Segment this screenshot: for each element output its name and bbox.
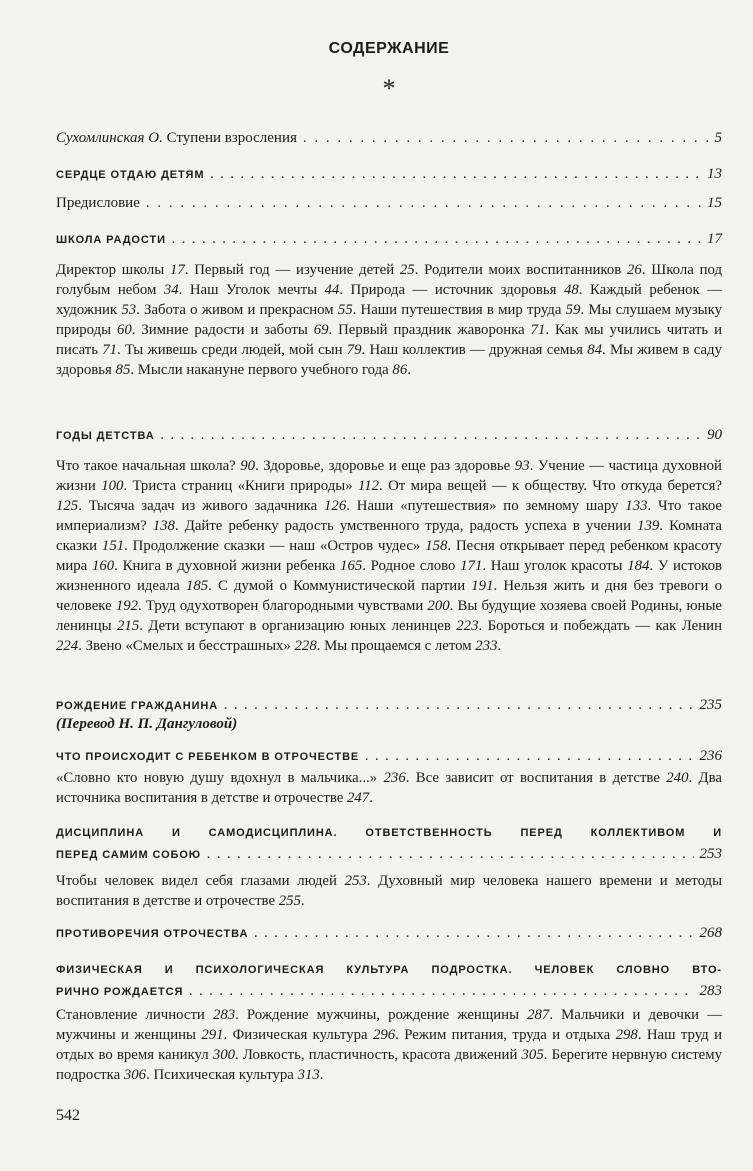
subentry-title[interactable]: . Дайте ребенку радость умственного труда, радость успеха в учении	[174, 518, 638, 534]
subentry-title[interactable]: Становление личности	[56, 1007, 213, 1023]
entry-page: 253	[699, 846, 722, 862]
subentry-title[interactable]: «Словно кто новую душу вдохнул в мальчика...»	[56, 770, 384, 786]
subentry-title[interactable]: . У истоков жизненного идеала	[56, 558, 722, 594]
toc-entry-intro[interactable]	[56, 130, 722, 147]
subentry-title[interactable]: . Бороться и побеждать — как Ленин	[478, 618, 722, 634]
subentry-page: 236	[383, 770, 406, 786]
toc-entry-preface[interactable]	[56, 195, 722, 212]
subentry-page: 247	[347, 790, 370, 806]
subentry-page: 296	[372, 1027, 396, 1043]
subentry-title[interactable]: . Природа — источник здоровья	[339, 282, 564, 298]
subentry-title[interactable]: . Первый год — изучение детей	[184, 262, 400, 278]
subentry-page: 133	[625, 498, 648, 514]
entry-author: Сухомлинская О.	[56, 130, 163, 146]
subentry-page: 125	[56, 498, 79, 514]
subentry-title[interactable]: . Психическая культура	[146, 1067, 298, 1083]
subentry-title[interactable]: . Тысяча задач из живого задачника	[78, 498, 325, 514]
entry-page: 15	[707, 195, 722, 211]
subentry-title[interactable]: . От мира вещей — к обществу. Что откуда берется?	[379, 478, 722, 494]
subentry-page: 291	[201, 1027, 224, 1043]
subentry-page: 165	[340, 558, 363, 574]
entry-page: 236	[699, 748, 722, 764]
subentry-page: 55	[337, 302, 353, 318]
leader-dots	[254, 928, 693, 940]
toc-subentries-adolescence	[56, 768, 722, 808]
subentry-title[interactable]: . Родители моих воспитанников	[414, 262, 628, 278]
subentry-page: 44	[324, 282, 340, 298]
subentry-title[interactable]: . Ловкость, пластичность, красота движений	[235, 1047, 522, 1063]
subentry-title[interactable]: .	[407, 362, 411, 378]
entry-title: ЧТО ПРОИСХОДИТ С РЕБЕНКОМ В ОТРОЧЕСТВЕ	[56, 751, 360, 763]
entry-title: ПРОТИВОРЕЧИЯ ОТРОЧЕСТВА	[56, 928, 249, 940]
entry-title: СЕРДЦЕ ОТДАЮ ДЕТЯМ	[56, 169, 205, 181]
subentry-title[interactable]: . С думой о Коммунистической партии	[208, 578, 472, 594]
subentry-page: 71	[102, 342, 118, 358]
subentry-title[interactable]: . Мы слушаем музыку природы	[56, 302, 723, 338]
subentry-page: 224	[56, 638, 79, 654]
subentry-page: 151	[101, 538, 125, 554]
subentry-page: 60	[116, 322, 132, 338]
subentry-title[interactable]: . Два источника воспитания в детстве и отрочестве	[56, 770, 722, 806]
toc-entry-childhood[interactable]	[56, 427, 722, 444]
entry-page: 17	[707, 231, 722, 247]
entry-title-line1: ДИСЦИПЛИНА И САМОДИСЦИПЛИНА. ОТВЕТСТВЕННОСТЬ ПЕРЕД КОЛЛЕКТИВОМ И	[56, 827, 722, 839]
subentry-title[interactable]: . Родное слово	[362, 558, 461, 574]
subentry-title[interactable]: . Первый праздник жаворонка	[328, 322, 531, 338]
subentry-page: 48	[563, 282, 579, 298]
subentry-page: 228	[294, 638, 317, 654]
entry-title-line1: ФИЗИЧЕСКАЯ И ПСИХОЛОГИЧЕСКАЯ КУЛЬТУРА ПОДРОСТКА. ЧЕЛОВЕК СЛОВНО ВТО-	[56, 964, 722, 976]
toc-entry-physical-culture[interactable]	[56, 960, 722, 1003]
subentry-page: 100	[101, 478, 124, 494]
subentry-page: 287	[527, 1007, 550, 1023]
subentry-page: 191	[471, 578, 494, 594]
toc-entry-adolescence[interactable]	[56, 748, 722, 765]
subentry-title[interactable]: . Песня открывает перед ребенком красоту мира	[56, 538, 722, 574]
toc-entry-discipline[interactable]	[56, 823, 722, 866]
subentry-title[interactable]: . Мы живем в саду здоровья	[56, 342, 722, 378]
page-title: СОДЕРЖАНИЕ	[328, 40, 450, 57]
subentry-page: 26	[627, 262, 642, 278]
subentry-title[interactable]: . Триста страниц «Книги природы»	[123, 478, 358, 494]
subentry-page: 185	[185, 578, 209, 594]
subentry-title[interactable]: . Как мы учились читать и писать	[56, 322, 722, 358]
translator-note: (Перевод Н. П. Дангуловой)	[56, 716, 238, 732]
entry-page: 283	[699, 983, 722, 999]
subentry-page: 85	[115, 362, 131, 378]
subentry-title[interactable]: . Все зависит от воспитания в детстве	[405, 770, 667, 786]
leader-dots	[210, 169, 701, 181]
entry-page: 5	[714, 130, 722, 146]
subentry-page: 79	[346, 342, 362, 358]
subentry-title[interactable]: . Что такое империализм?	[56, 498, 722, 534]
subentry-title[interactable]: .	[319, 1067, 324, 1083]
subentry-title[interactable]: . Мальчики и девочки — мужчины и женщины	[56, 1007, 722, 1043]
ornament: *	[382, 74, 396, 103]
entry-title: РОЖДЕНИЕ ГРАЖДАНИНА	[56, 700, 219, 712]
toc-entry-heart[interactable]	[56, 166, 722, 183]
subentry-page: 25	[399, 262, 415, 278]
subentry-page: 158	[425, 538, 448, 554]
entry-title-line2: РИЧНО РОЖДАЕТСЯ	[56, 986, 184, 998]
subentry-page: 59	[565, 302, 581, 318]
subentry-title[interactable]: . Наши «путешествия» по земному шару	[346, 498, 626, 514]
subentry-page: 126	[324, 498, 347, 514]
toc-subentries-physical	[56, 1005, 722, 1085]
subentry-page: 112	[357, 478, 380, 494]
subentry-page: 298	[615, 1027, 638, 1043]
subentry-title[interactable]: . Наши путешествия в мир труда	[352, 302, 566, 318]
subentry-title[interactable]: . Наш Уголок мечты	[178, 282, 325, 298]
subentry-page: 223	[456, 618, 479, 634]
subentry-page: 184	[627, 558, 650, 574]
entry-page: 13	[707, 166, 722, 182]
toc-subentries-childhood	[56, 456, 722, 656]
subentry-title[interactable]: . Книга в духовной жизни ребенка	[114, 558, 341, 574]
subentry-page: 90	[240, 458, 256, 474]
subentry-page: 17	[169, 262, 185, 278]
subentry-title[interactable]: . Физическая культура	[223, 1027, 373, 1043]
subentry-page: 240	[666, 770, 689, 786]
subentry-title[interactable]: Директор школы	[56, 262, 170, 278]
entry-title-line2: ПЕРЕД САМИМ СОБОЮ	[56, 849, 202, 861]
subentry-title[interactable]: .	[369, 790, 373, 806]
subentry-page: 306	[123, 1067, 147, 1083]
entry-page: 235	[699, 697, 722, 713]
subentry-title[interactable]: . Забота о живом и прекрасном	[136, 302, 338, 318]
subentry-title[interactable]: . Нельзя жить и дня без тревоги о человеке	[56, 578, 722, 614]
subentry-title[interactable]: . Ты живешь среди людей, мой сын	[117, 342, 347, 358]
entry-page: 90	[707, 427, 722, 443]
entry-title: ШКОЛА РАДОСТИ	[56, 234, 166, 246]
subentry-page: 69	[313, 322, 329, 338]
subentry-title[interactable]: . Дети вступают в организацию юных ленинцев	[139, 618, 457, 634]
entry-title: Предисловие	[56, 195, 140, 211]
toc-page	[56, 0, 722, 1171]
subentry-title[interactable]: . Учение — частица духовной жизни	[56, 458, 722, 494]
leader-dots	[365, 751, 693, 763]
subentry-title[interactable]: . Труд одухотворен благородными чувствами	[138, 598, 428, 614]
subentry-title[interactable]: . Наш коллектив — дружная семья	[361, 342, 588, 358]
subentry-title[interactable]: Чтобы человек видел себя глазами людей	[56, 873, 345, 889]
subentry-title[interactable]: . Зимние радости и заботы	[131, 322, 314, 338]
subentry-page: 171	[460, 558, 483, 574]
leader-dots	[224, 700, 693, 712]
subentry-title[interactable]: . Каждый ребенок — художник	[56, 282, 723, 318]
subentry-page: 71	[530, 322, 546, 338]
entry-title: ГОДЫ ДЕТСТВА	[56, 430, 155, 442]
subentry-page: 253	[344, 873, 367, 889]
subentry-title[interactable]: . Режим питания, труда и отдыха	[395, 1027, 616, 1043]
subentry-page: 138	[152, 518, 175, 534]
subentry-title[interactable]: .	[497, 638, 502, 654]
subentry-page: 215	[117, 618, 140, 634]
subentry-page: 34	[163, 282, 179, 298]
leader-dots	[172, 234, 701, 246]
subentry-title[interactable]: . Мы прощаемся с летом	[316, 638, 476, 654]
subentry-page: 200	[427, 598, 450, 614]
subentry-title[interactable]: . Школа под голубым небом	[56, 262, 722, 298]
subentry-title[interactable]: . Духовный мир человека нашего времени и методы воспитания в детстве и отрочестве	[56, 873, 723, 909]
subentry-page: 233	[475, 638, 498, 654]
entry-page: 268	[699, 925, 722, 941]
subentry-page: 84	[587, 342, 602, 358]
subentry-page: 300	[212, 1047, 236, 1063]
leader-dots	[207, 845, 693, 866]
subentry-page: 305	[521, 1047, 544, 1063]
subentry-title[interactable]: Что такое начальная школа?	[56, 458, 241, 474]
page-number: 542	[56, 1107, 80, 1124]
subentry-page: 53	[121, 302, 137, 318]
subentry-page: 160	[91, 558, 115, 574]
subentry-title[interactable]: . Комната сказки	[56, 518, 722, 554]
subentry-title[interactable]: . Наш уголок красоты	[482, 558, 628, 574]
subentry-title[interactable]: . Рождение мужчины, рождение женщины	[235, 1007, 528, 1023]
subentry-title[interactable]: . Берегите нервную систему подростка	[56, 1047, 723, 1083]
toc-entry-contradictions[interactable]	[56, 925, 722, 942]
subentry-title[interactable]: . Продолжение сказки — наш «Остров чудес»	[124, 538, 426, 554]
subentry-page: 283	[212, 1007, 236, 1023]
toc-entry-citizen[interactable]	[56, 697, 722, 714]
subentry-page: 255	[278, 893, 301, 909]
entry-title: Ступени взросления	[166, 130, 297, 146]
subentry-page: 86	[392, 362, 408, 378]
subentry-page: 192	[115, 598, 139, 614]
toc-subentries-school	[56, 260, 722, 380]
subentry-page: 313	[297, 1067, 320, 1083]
leader-dots	[303, 130, 709, 147]
subentry-page: 139	[637, 518, 660, 534]
subentry-title[interactable]: . Звено «Смелых и бесстрашных»	[78, 638, 295, 654]
leader-dots	[146, 195, 701, 212]
subentry-title[interactable]: . Мысли накануне первого учебного года	[130, 362, 393, 378]
subentry-page: 93	[514, 458, 530, 474]
subentry-title[interactable]: .	[300, 893, 305, 909]
leader-dots	[161, 430, 701, 442]
toc-subentries-discipline	[56, 871, 722, 911]
subentry-title[interactable]: . Наш труд и отдых во время каникул	[56, 1027, 722, 1063]
toc-entry-school-of-joy[interactable]	[56, 231, 722, 248]
leader-dots	[189, 982, 693, 1003]
subentry-title[interactable]: . Вы будущие хозяева своей Родины, юные ленинцы	[56, 598, 722, 634]
subentry-title[interactable]: . Здоровье, здоровье и еще раз здоровье	[255, 458, 515, 474]
